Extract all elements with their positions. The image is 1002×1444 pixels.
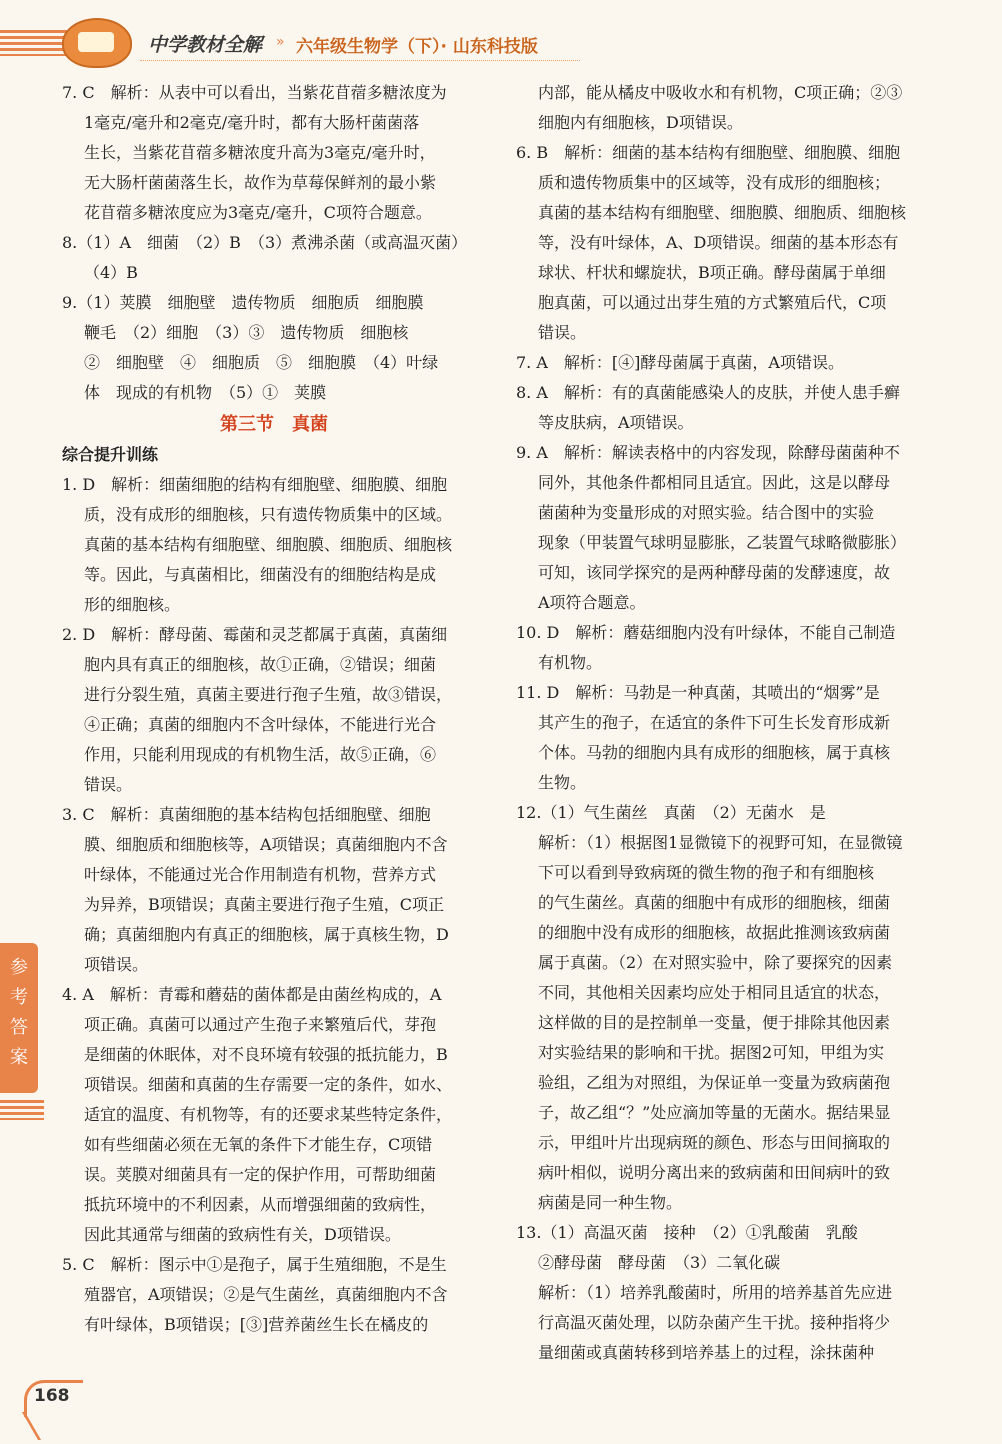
text-line: 是细菌的休眠体，对不良环境有较强的抵抗能力，B (84, 1045, 448, 1064)
text-line: 7. A 解析：[④]酵母菌属于真菌，A项错误。 (516, 353, 844, 372)
text-line: 殖器官，A项错误；②是气生菌丝，真菌细胞内不含 (84, 1285, 448, 1304)
text-line: 菌菌种为变量形成的对照实验。结合图中的实验 (538, 503, 875, 522)
text-line: 行高温灭菌处理，以防杂菌产生干扰。接种指将少 (538, 1313, 891, 1332)
text-line: 真菌的基本结构有细胞壁、细胞膜、细胞质、细胞核 (538, 203, 907, 222)
text-line: 等，没有叶绿体，A、D项错误。细菌的基本形态有 (538, 233, 899, 252)
header-divider (140, 60, 580, 61)
text-line: 下可以看到导致病斑的微生物的孢子和有细胞核 (538, 863, 875, 882)
text-line: 9.（1）荚膜 细胞壁 遗传物质 细胞质 细胞膜 (62, 293, 424, 312)
text-line: 8. A 解析：有的真菌能感染人的皮肤，并使人患手癣 (516, 383, 900, 402)
text-line: 花苜蓿多糖浓度应为3毫克/毫升，C项符合题意。 (84, 203, 432, 222)
text-line: 生物。 (538, 773, 587, 792)
subsection-title: 综合提升训练 (62, 445, 159, 464)
text-line: 抵抗环境中的不利因素，从而增强细菌的致病性， (84, 1195, 437, 1214)
text-line: 细胞内有细胞核，D项错误。 (538, 113, 743, 132)
text-line: 鞭毛 （2）细胞 （3）③ 遗传物质 细胞核 (84, 323, 409, 342)
text-line: 可知，该同学探究的是两种酵母菌的发酵速度，故 (538, 563, 891, 582)
text-line: 质和遗传物质集中的区域等，没有成形的细胞核； (538, 173, 891, 192)
text-line: 确；真菌细胞内有真正的细胞核，属于真核生物，D (84, 925, 449, 944)
text-line: 作用，只能利用现成的有机物生活，故⑤正确，⑥ (84, 745, 437, 764)
text-line: 项错误。 (84, 955, 149, 974)
text-line: 11. D 解析：马勃是一种真菌，其喷出的“烟雾”是 (516, 683, 880, 702)
text-line: 项错误。细菌和真菌的生存需要一定的条件，如水、 (84, 1075, 453, 1094)
text-line: 进行分裂生殖，真菌主要进行孢子生殖，故③错误， (84, 685, 453, 704)
separator-arrows-icon: » (276, 34, 285, 50)
text-line: 同外，其他条件都相同且适宜。因此，这是以酵母 (538, 473, 891, 492)
side-stripes (0, 1100, 44, 1120)
book-subtitle: 六年级生物学（下）· 山东科技版 (296, 37, 538, 57)
text-line: 误。荚膜对细菌具有一定的保护作用，可帮助细菌 (84, 1165, 437, 1184)
side-tab (0, 943, 38, 1093)
text-line: 个体。马勃的细胞内具有成形的细胞核，属于真核 (538, 743, 891, 762)
text-line: 现象（甲装置气球明显膨胀，乙装置气球略微膨胀） (538, 533, 907, 552)
text-line: 属于真菌。（2）在对照实验中，除了要探究的因素 (538, 953, 893, 972)
text-line: 病菌是同一种生物。 (538, 1193, 683, 1212)
text-line: 球状、杆状和螺旋状，B项正确。酵母菌属于单细 (538, 263, 886, 282)
brand-title: 中学教材全解 (148, 34, 263, 56)
text-line: 内部，能从橘皮中吸收水和有机物，C项正确；②③ (538, 83, 903, 102)
text-line: 解析：（1）根据图1显微镜下的视野可知，在显微镜 (538, 833, 903, 852)
text-line: 叶绿体，不能通过光合作用制造有机物，营养方式 (84, 865, 437, 884)
text-line: 适宜的温度、有机物等，有的还要求某些特定条件， (84, 1105, 453, 1124)
text-line: 1毫克/毫升和2毫克/毫升时，都有大肠杆菌菌落 (84, 113, 420, 132)
text-line: 胞内具有真正的细胞核，故①正确，②错误；细菌 (84, 655, 437, 674)
text-line: 12.（1）气生菌丝 真菌 （2）无菌水 是 (516, 803, 826, 822)
text-line: 等皮肤病，A项错误。 (538, 413, 694, 432)
text-line: 项正确。真菌可以通过产生孢子来繁殖后代，芽孢 (84, 1015, 437, 1034)
section-title: 第三节 真菌 (220, 414, 328, 435)
text-line: 因此其通常与细菌的致病性有关，D项错误。 (84, 1225, 401, 1244)
text-line: 验组，乙组为对照组，为保证单一变量为致病菌孢 (538, 1073, 891, 1092)
text-line: 10. D 解析：蘑菇细胞内没有叶绿体，不能自己制造 (516, 623, 896, 642)
side-tab-label: 参考答案 (10, 957, 28, 1068)
text-line: 8.（1）A 细菌 （2）B （3）煮沸杀菌（或高温灭菌） (62, 233, 468, 252)
text-line: 这样做的目的是控制单一变量，便于排除其他因素 (538, 1013, 891, 1032)
text-line: 2. D 解析：酵母菌、霉菌和灵芝都属于真菌，真菌细 (62, 625, 448, 644)
text-line: 体 现成的有机物 （5）① 荚膜 (84, 383, 327, 402)
text-line: 胞真菌，可以通过出芽生殖的方式繁殖后代，C项 (538, 293, 887, 312)
text-line: 质，没有成形的细胞核，只有遗传物质集中的区域。 (84, 505, 453, 524)
text-line: 不同，其他相关因素均应处于相同且适宜的状态， (538, 983, 891, 1002)
page-number: 168 (34, 1386, 70, 1406)
text-line: 示，甲组叶片出现病斑的颜色、形态与田间摘取的 (538, 1133, 891, 1152)
text-line: 错误。 (84, 775, 133, 794)
text-line: 形的细胞核。 (84, 595, 181, 614)
text-line: 错误。 (538, 323, 587, 342)
text-line: 无大肠杆菌菌落生长，故作为草莓保鲜剂的最小紫 (84, 173, 437, 192)
text-line: 量细菌或真菌转移到培养基上的过程，涂抹菌种 (538, 1343, 875, 1362)
page-header (0, 0, 1002, 72)
text-line: 为异养，B项错误；真菌主要进行孢子生殖，C项正 (84, 895, 445, 914)
text-line: 1. D 解析：细菌细胞的结构有细胞壁、细胞膜、细胞 (62, 475, 448, 494)
text-line: ② 细胞壁 ④ 细胞质 ⑤ 细胞膜 （4）叶绿 (84, 353, 439, 372)
text-line: 解析：（1）培养乳酸菌时，所用的培养基首先应进 (538, 1283, 893, 1302)
text-line: 6. B 解析：细菌的基本结构有细胞壁、细胞膜、细胞 (516, 143, 901, 162)
text-line: ②酵母菌 酵母菌 （3）二氧化碳 (538, 1253, 781, 1272)
text-line: 病叶相似，说明分离出来的致病菌和田间病叶的致 (538, 1163, 891, 1182)
text-line: 有叶绿体，B项错误；[③]营养菌丝生长在橘皮的 (84, 1315, 429, 1334)
text-line: 膜、细胞质和细胞核等，A项错误；真菌细胞内不含 (84, 835, 448, 854)
text-line: 有机物。 (538, 653, 603, 672)
text-line: 4. A 解析：青霉和蘑菇的菌体都是由菌丝构成的，A (62, 985, 442, 1004)
text-line: 7. C 解析：从表中可以看出，当紫花苜蓿多糖浓度为 (62, 83, 447, 102)
text-line: 子，故乙组“？”处应滴加等量的无菌水。据结果显 (538, 1103, 891, 1122)
text-line: 的气生菌丝。真菌的细胞中有成形的细胞核，细菌 (538, 893, 891, 912)
right-column (516, 78, 940, 1368)
text-line: ④正确；真菌的细胞内不含叶绿体，不能进行光合 (84, 715, 437, 734)
text-line: 3. C 解析：真菌细胞的基本结构包括细胞壁、细胞 (62, 805, 431, 824)
text-line: 其产生的孢子，在适宜的条件下可生长发育形成新 (538, 713, 891, 732)
text-line: 如有些细菌必须在无氧的条件下才能生存，C项错 (84, 1135, 433, 1154)
left-column (62, 78, 486, 1340)
text-line: 的细胞中没有成形的细胞核，故据此推测该致病菌 (538, 923, 891, 942)
text-line: 对实验结果的影响和干扰。据图2可知，甲组为实 (538, 1043, 885, 1062)
text-line: （4）B (84, 263, 138, 282)
text-line: 5. C 解析：图示中①是孢子，属于生殖细胞，不是生 (62, 1255, 447, 1274)
text-line: 生长，当紫花苜蓿多糖浓度升高为3毫克/毫升时， (84, 143, 436, 162)
book-logo-icon (62, 18, 132, 68)
text-line: 等。因此，与真菌相比，细菌没有的细胞结构是成 (84, 565, 437, 584)
text-line: 13.（1）高温灭菌 接种 （2）①乳酸菌 乳酸 (516, 1223, 858, 1242)
text-line: 9. A 解析：解读表格中的内容发现，除酵母菌菌种不 (516, 443, 900, 462)
text-line: 真菌的基本结构有细胞壁、细胞膜、细胞质、细胞核 (84, 535, 453, 554)
text-line: A项符合题意。 (538, 593, 646, 612)
